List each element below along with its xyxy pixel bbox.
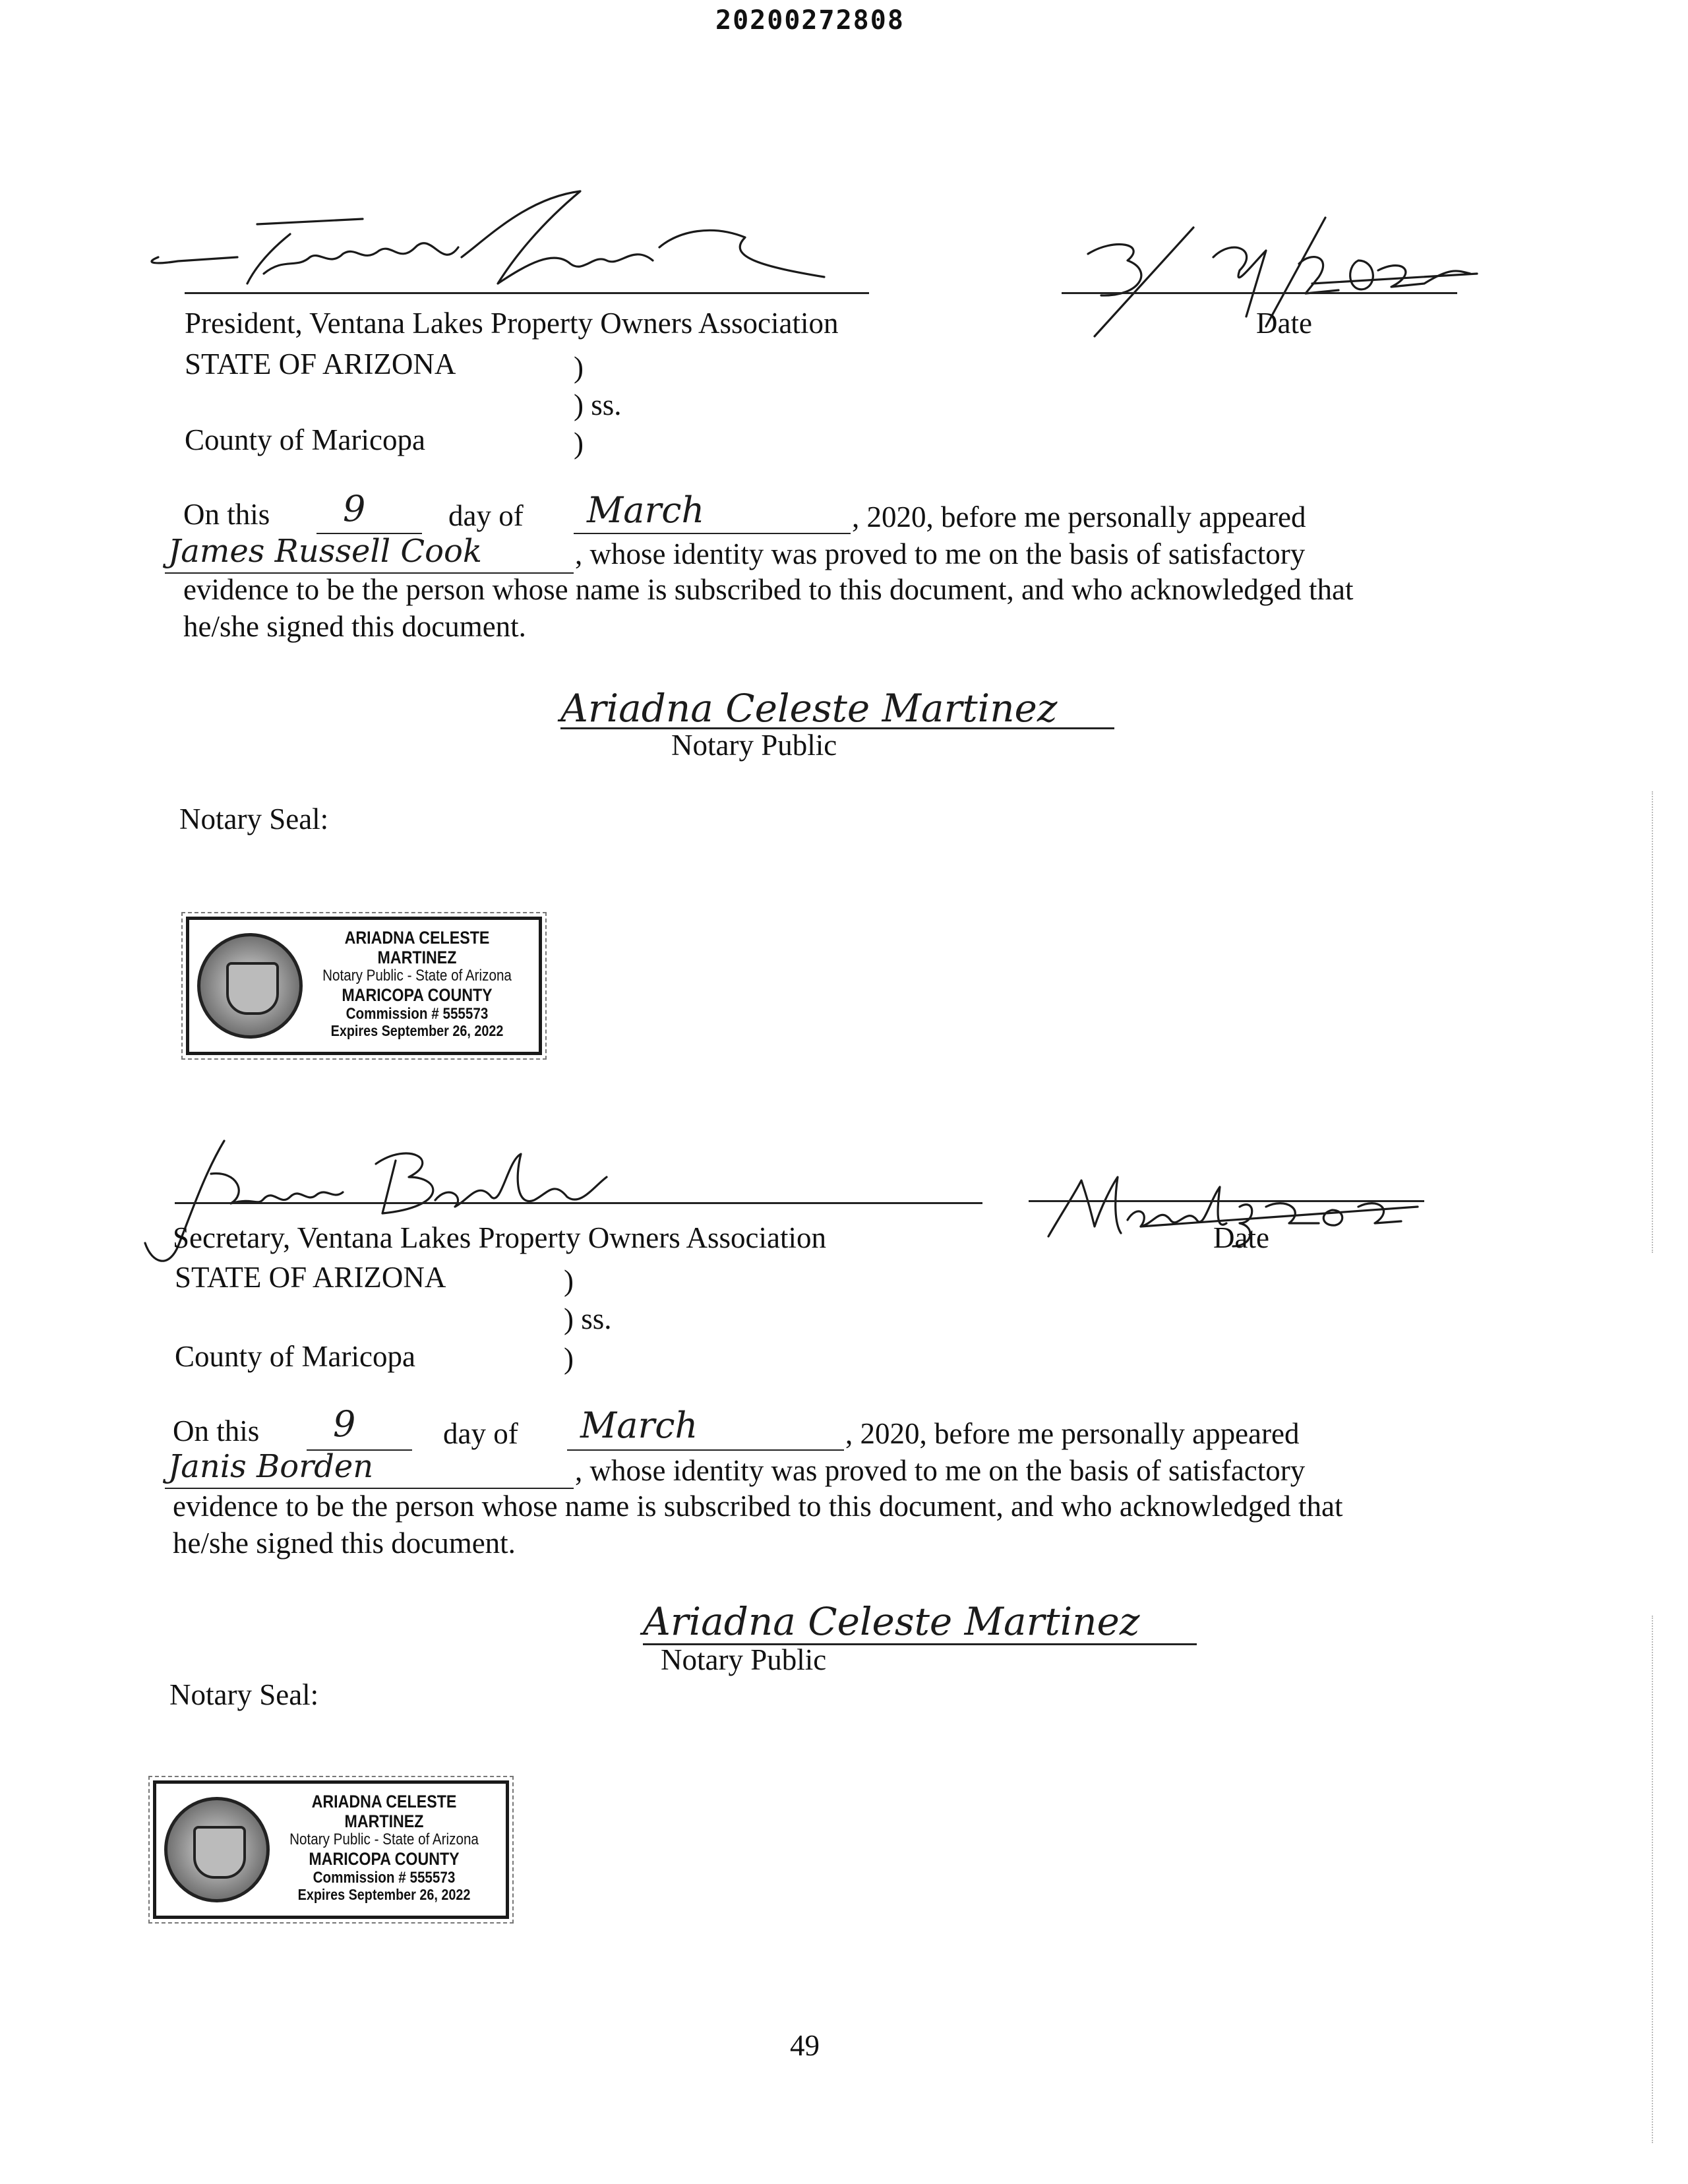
notary-signature: Ariadna Celeste Martinez [560,686,1058,731]
date-label: Date [1256,307,1312,340]
secretary-signature [132,1114,725,1286]
recording-number: 20200272808 [715,5,905,36]
year-text: , 2020, before me personally appeared [852,501,1306,533]
seal-name: ARIADNA CELESTE MARTINEZ [344,928,490,968]
county-line-2: County of Maricopa [175,1340,415,1373]
paren-4: ) [564,1342,574,1375]
paren-3: ) [564,1264,574,1297]
body-line-3: evidence to be the person whose name is subscribed to this document, and who acknowledged that [183,573,1354,606]
day-value-2: 9 [333,1403,356,1445]
president-signature [132,185,923,317]
ss-line-2: ) ss. [564,1302,612,1335]
state-line-2: STATE OF ARIZONA [175,1261,446,1294]
county-line: County of Maricopa [185,423,425,456]
seal-title: Notary Public - State of Arizona [322,967,512,985]
ss-line: ) ss. [574,388,622,421]
month-value: March [587,489,705,531]
notary-seal-label: Notary Seal: [179,803,329,835]
identity-text: , whose identity was proved to me on the basis of satisfactory [575,537,1306,570]
state-seal-icon [197,933,303,1039]
page-number: 49 [790,2029,820,2062]
seal-county: MARICOPA COUNTY [342,985,493,1006]
body-line-3-2: evidence to be the person whose name is subscribed to this document, and who acknowledged that [173,1490,1343,1523]
signer-title: President, Ventana Lakes Property Owners Association [185,307,839,340]
seal-expires-2: Expires September 26, 2022 [297,1886,471,1904]
year-text-2: , 2020, before me personally appeared [845,1417,1300,1450]
notary-signature-2: Ariadna Celeste Martinez [643,1599,1140,1644]
paren-1: ) [574,351,584,384]
state-seal-icon-2 [164,1797,270,1902]
seal-title-2: Notary Public - State of Arizona [289,1831,479,1849]
identity-text-2: , whose identity was proved to me on the basis of satisfactory [575,1454,1306,1487]
seal-expires: Expires September 26, 2022 [330,1022,504,1040]
appeared-name-2: Janis Borden [168,1448,374,1485]
on-this-label: On this [183,498,270,531]
body-line-4-2: he/she signed this document. [173,1527,516,1560]
notary-label-2: Notary Public [661,1643,827,1676]
seal-commission: Commission # 555573 [346,1004,489,1023]
day-of-label-2: day of [443,1417,518,1450]
notary-seal-label-2: Notary Seal: [169,1678,319,1711]
scan-artifact [1652,1616,1655,2143]
notary-seal-stamp [186,917,542,1055]
notary-seal-stamp-2 [153,1780,509,1919]
seal-name-2: ARIADNA CELESTE MARTINEZ [311,1792,457,1832]
state-line: STATE OF ARIZONA [185,348,456,380]
signer-title-2: Secretary, Ventana Lakes Property Owners Association [173,1221,826,1254]
month-value-2: March [580,1405,698,1446]
seal-commission-2: Commission # 555573 [313,1868,456,1887]
on-this-label-2: On this [173,1414,260,1447]
date-label-2: Date [1213,1221,1269,1254]
scan-artifact [1652,791,1655,1253]
paren-2: ) [574,427,584,460]
notary-label: Notary Public [671,729,837,762]
body-line-4: he/she signed this document. [183,610,526,643]
appeared-name: James Russell Cook [168,533,482,570]
seal-county-2: MARICOPA COUNTY [309,1849,460,1869]
day-of-label: day of [448,499,524,532]
day-value: 9 [343,488,366,530]
